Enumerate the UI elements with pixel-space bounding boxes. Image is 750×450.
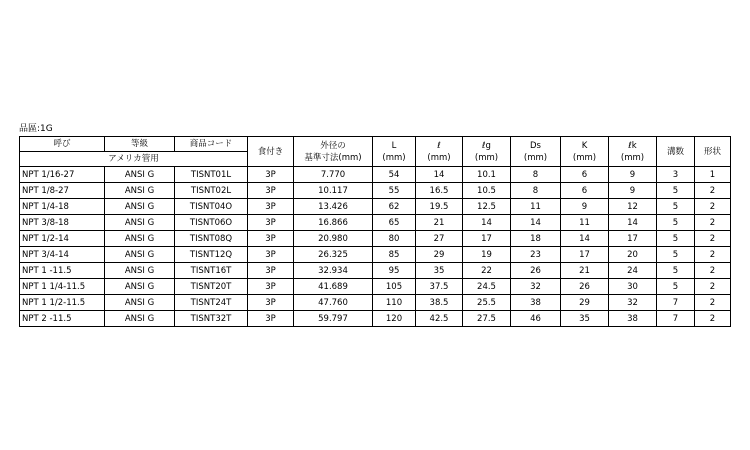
cell-length: 85 bbox=[373, 247, 416, 263]
cell-chamfer: 3P bbox=[248, 311, 294, 327]
cell-chamfer: 3P bbox=[248, 279, 294, 295]
table-row bbox=[20, 167, 731, 183]
cell-chamfer: 3P bbox=[248, 215, 294, 231]
header-length bbox=[373, 137, 416, 167]
header-group-american-pipe: アメリカ管用 bbox=[20, 152, 248, 167]
cell-length: 80 bbox=[373, 231, 416, 247]
table-row bbox=[20, 263, 731, 279]
table-row bbox=[20, 231, 731, 247]
cell-square-length: 32 bbox=[609, 295, 657, 311]
cell-designation: NPT 1 -11.5 bbox=[20, 263, 105, 279]
cell-square-size: 21 bbox=[561, 263, 609, 279]
cell-flutes: 3 bbox=[657, 167, 695, 183]
table-row bbox=[20, 311, 731, 327]
cell-grade: ANSI G bbox=[105, 167, 175, 183]
cell-flutes: 5 bbox=[657, 231, 695, 247]
cell-shank-diameter: 18 bbox=[511, 231, 561, 247]
cell-flutes: 5 bbox=[657, 215, 695, 231]
cell-shank-diameter: 38 bbox=[511, 295, 561, 311]
header-shank-diameter bbox=[511, 137, 561, 167]
cell-square-length: 9 bbox=[609, 167, 657, 183]
cell-flutes: 5 bbox=[657, 263, 695, 279]
cell-square-length: 14 bbox=[609, 215, 657, 231]
header-shank-diameter-label: Ds bbox=[530, 140, 541, 151]
cell-square-size: 35 bbox=[561, 311, 609, 327]
grade-label: 品區:1G bbox=[19, 124, 53, 134]
header-thread-length-label: ℓ bbox=[437, 140, 441, 151]
cell-outer-diameter: 47.760 bbox=[294, 295, 373, 311]
cell-square-size: 11 bbox=[561, 215, 609, 231]
cell-thread-length: 35 bbox=[416, 263, 463, 279]
cell-thread-length: 21 bbox=[416, 215, 463, 231]
header-grade: 等級 bbox=[105, 137, 175, 152]
cell-length: 95 bbox=[373, 263, 416, 279]
cell-outer-diameter: 7.770 bbox=[294, 167, 373, 183]
cell-outer-diameter: 10.117 bbox=[294, 183, 373, 199]
cell-grade: ANSI G bbox=[105, 231, 175, 247]
table-body bbox=[20, 167, 731, 327]
cell-shank-diameter: 32 bbox=[511, 279, 561, 295]
cell-product-code: TISNT08Q bbox=[175, 231, 248, 247]
cell-shank-diameter: 26 bbox=[511, 263, 561, 279]
cell-square-length: 38 bbox=[609, 311, 657, 327]
cell-outer-diameter: 13.426 bbox=[294, 199, 373, 215]
cell-product-code: TISNT04O bbox=[175, 199, 248, 215]
cell-length: 120 bbox=[373, 311, 416, 327]
header-length-unit: (mm) bbox=[382, 152, 406, 163]
cell-square-size: 29 bbox=[561, 295, 609, 311]
cell-shank-diameter: 23 bbox=[511, 247, 561, 263]
cell-shape: 2 bbox=[695, 183, 731, 199]
cell-chamfer: 3P bbox=[248, 167, 294, 183]
cell-shape: 2 bbox=[695, 231, 731, 247]
cell-length: 65 bbox=[373, 215, 416, 231]
header-square-size-unit: (mm) bbox=[572, 152, 597, 163]
header-square-size bbox=[561, 137, 609, 167]
cell-chamfer: 3P bbox=[248, 263, 294, 279]
header-square-size-label: K bbox=[581, 140, 588, 151]
cell-flutes: 5 bbox=[657, 279, 695, 295]
cell-designation: NPT 1/16-27 bbox=[20, 167, 105, 183]
table-row bbox=[20, 247, 731, 263]
cell-chamfer: 3P bbox=[248, 183, 294, 199]
cell-thread-length: 42.5 bbox=[416, 311, 463, 327]
cell-flutes: 5 bbox=[657, 199, 695, 215]
cell-shape: 2 bbox=[695, 311, 731, 327]
cell-flutes: 7 bbox=[657, 295, 695, 311]
cell-gauge-length: 10.1 bbox=[463, 167, 511, 183]
cell-thread-length: 16.5 bbox=[416, 183, 463, 199]
cell-chamfer: 3P bbox=[248, 247, 294, 263]
cell-product-code: TISNT20T bbox=[175, 279, 248, 295]
header-od-line2: 基準寸法(mm) bbox=[304, 152, 362, 163]
cell-shape: 2 bbox=[695, 199, 731, 215]
cell-product-code: TISNT16T bbox=[175, 263, 248, 279]
cell-designation: NPT 1/4-18 bbox=[20, 199, 105, 215]
cell-shank-diameter: 46 bbox=[511, 311, 561, 327]
cell-chamfer: 3P bbox=[248, 199, 294, 215]
cell-flutes: 5 bbox=[657, 183, 695, 199]
cell-outer-diameter: 32.934 bbox=[294, 263, 373, 279]
cell-outer-diameter: 59.797 bbox=[294, 311, 373, 327]
cell-gauge-length: 22 bbox=[463, 263, 511, 279]
cell-product-code: TISNT12Q bbox=[175, 247, 248, 263]
cell-grade: ANSI G bbox=[105, 183, 175, 199]
header-shape: 形状 bbox=[695, 137, 731, 167]
cell-gauge-length: 24.5 bbox=[463, 279, 511, 295]
cell-grade: ANSI G bbox=[105, 247, 175, 263]
header-square-length-label: ℓk bbox=[628, 140, 637, 151]
cell-square-size: 6 bbox=[561, 167, 609, 183]
cell-shank-diameter: 8 bbox=[511, 183, 561, 199]
cell-product-code: TISNT32T bbox=[175, 311, 248, 327]
cell-outer-diameter: 41.689 bbox=[294, 279, 373, 295]
cell-square-size: 26 bbox=[561, 279, 609, 295]
cell-gauge-length: 27.5 bbox=[463, 311, 511, 327]
cell-square-length: 20 bbox=[609, 247, 657, 263]
cell-gauge-length: 19 bbox=[463, 247, 511, 263]
header-gauge-length-unit: (mm) bbox=[474, 152, 499, 163]
cell-square-length: 9 bbox=[609, 183, 657, 199]
cell-square-size: 9 bbox=[561, 199, 609, 215]
header-length-label: L bbox=[391, 140, 397, 151]
cell-shank-diameter: 8 bbox=[511, 167, 561, 183]
cell-outer-diameter: 20.980 bbox=[294, 231, 373, 247]
cell-gauge-length: 25.5 bbox=[463, 295, 511, 311]
cell-designation: NPT 3/4-14 bbox=[20, 247, 105, 263]
cell-outer-diameter: 26.325 bbox=[294, 247, 373, 263]
cell-product-code: TISNT24T bbox=[175, 295, 248, 311]
cell-grade: ANSI G bbox=[105, 311, 175, 327]
cell-thread-length: 29 bbox=[416, 247, 463, 263]
cell-length: 105 bbox=[373, 279, 416, 295]
cell-designation: NPT 1 1/4-11.5 bbox=[20, 279, 105, 295]
cell-shape: 2 bbox=[695, 263, 731, 279]
header-square-length-unit: (mm) bbox=[620, 152, 645, 163]
cell-length: 55 bbox=[373, 183, 416, 199]
header-thread-length bbox=[416, 137, 463, 167]
table-row bbox=[20, 215, 731, 231]
header-gauge-length-label: ℓg bbox=[482, 140, 491, 151]
spec-table bbox=[19, 136, 731, 327]
cell-product-code: TISNT02L bbox=[175, 183, 248, 199]
table-row bbox=[20, 199, 731, 215]
table-row bbox=[20, 295, 731, 311]
cell-length: 110 bbox=[373, 295, 416, 311]
cell-flutes: 7 bbox=[657, 311, 695, 327]
cell-shape: 2 bbox=[695, 295, 731, 311]
table-row bbox=[20, 279, 731, 295]
table-row bbox=[20, 183, 731, 199]
header-od-line1: 外径の bbox=[320, 140, 346, 151]
header-chamfer: 食付き bbox=[248, 137, 294, 167]
cell-gauge-length: 17 bbox=[463, 231, 511, 247]
header-product-code: 商品コード bbox=[175, 137, 248, 152]
cell-product-code: TISNT06O bbox=[175, 215, 248, 231]
cell-thread-length: 14 bbox=[416, 167, 463, 183]
cell-square-length: 24 bbox=[609, 263, 657, 279]
cell-outer-diameter: 16.866 bbox=[294, 215, 373, 231]
cell-shank-diameter: 14 bbox=[511, 215, 561, 231]
cell-thread-length: 38.5 bbox=[416, 295, 463, 311]
cell-thread-length: 19.5 bbox=[416, 199, 463, 215]
header-flutes: 溝数 bbox=[657, 137, 695, 167]
cell-shape: 2 bbox=[695, 279, 731, 295]
cell-gauge-length: 10.5 bbox=[463, 183, 511, 199]
cell-shape: 1 bbox=[695, 167, 731, 183]
cell-shape: 2 bbox=[695, 247, 731, 263]
cell-square-size: 14 bbox=[561, 231, 609, 247]
cell-length: 62 bbox=[373, 199, 416, 215]
cell-length: 54 bbox=[373, 167, 416, 183]
cell-grade: ANSI G bbox=[105, 279, 175, 295]
cell-designation: NPT 2 -11.5 bbox=[20, 311, 105, 327]
cell-shank-diameter: 11 bbox=[511, 199, 561, 215]
cell-grade: ANSI G bbox=[105, 295, 175, 311]
header-thread-length-unit: (mm) bbox=[427, 152, 451, 163]
header-outer-diameter bbox=[294, 137, 373, 167]
cell-square-size: 17 bbox=[561, 247, 609, 263]
cell-thread-length: 27 bbox=[416, 231, 463, 247]
cell-chamfer: 3P bbox=[248, 295, 294, 311]
cell-designation: NPT 1/8-27 bbox=[20, 183, 105, 199]
cell-square-size: 6 bbox=[561, 183, 609, 199]
cell-designation: NPT 1 1/2-11.5 bbox=[20, 295, 105, 311]
cell-flutes: 5 bbox=[657, 247, 695, 263]
cell-gauge-length: 14 bbox=[463, 215, 511, 231]
header-square-length bbox=[609, 137, 657, 167]
header-designation: 呼び bbox=[20, 137, 105, 152]
cell-designation: NPT 3/8-18 bbox=[20, 215, 105, 231]
cell-square-length: 17 bbox=[609, 231, 657, 247]
cell-chamfer: 3P bbox=[248, 231, 294, 247]
cell-product-code: TISNT01L bbox=[175, 167, 248, 183]
cell-grade: ANSI G bbox=[105, 263, 175, 279]
header-shank-diameter-unit: (mm) bbox=[523, 152, 548, 163]
cell-grade: ANSI G bbox=[105, 215, 175, 231]
cell-gauge-length: 12.5 bbox=[463, 199, 511, 215]
cell-shape: 2 bbox=[695, 215, 731, 231]
cell-square-length: 12 bbox=[609, 199, 657, 215]
cell-designation: NPT 1/2-14 bbox=[20, 231, 105, 247]
header-gauge-length bbox=[463, 137, 511, 167]
cell-square-length: 30 bbox=[609, 279, 657, 295]
cell-grade: ANSI G bbox=[105, 199, 175, 215]
cell-thread-length: 37.5 bbox=[416, 279, 463, 295]
